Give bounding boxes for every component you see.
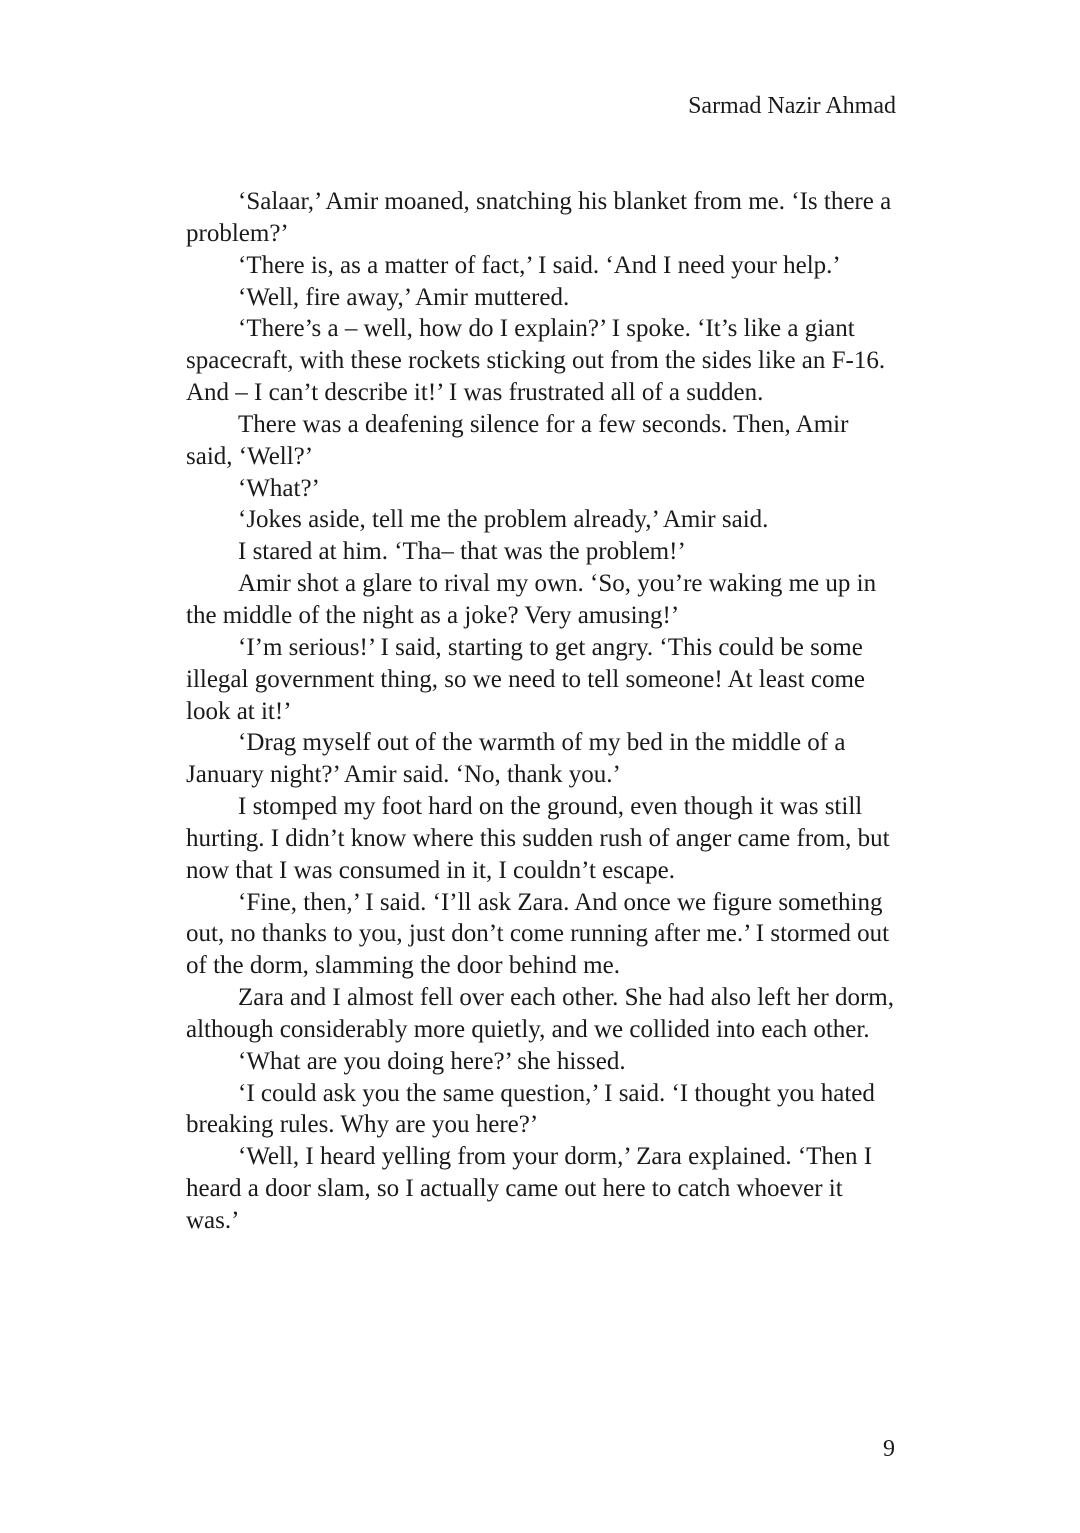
paragraph: ‘I’m serious!’ I said, starting to get angry. ‘This could be some illegal government thing, so we need to tell someone! At least come look at it!’ (186, 633, 865, 725)
paragraph: ‘There is, as a matter of fact,’ I said. ‘And I need your help.’ (238, 251, 841, 279)
paragraph: ‘I could ask you the same question,’ I said. ‘I thought you hated breaking rules. Why are you here?’ (186, 1079, 875, 1139)
page-number: 9 (883, 1436, 895, 1462)
paragraph: Zara and I almost fell over each other. She had also left her dorm, although considerably more quietly, and we collided into each other. (186, 984, 895, 1043)
paragraph: ‘Jokes aside, tell me the problem already,’ Amir said. (238, 506, 769, 534)
paragraph: ‘Drag myself out of the warmth of my bed in the middle of a January night?’ Amir said. ‘No, thank you.’ (186, 729, 846, 789)
paragraph: ‘What?’ (238, 474, 320, 502)
paragraph: ‘Fine, then,’ I said. ‘I’ll ask Zara. And once we figure something out, no thanks to you, just don’t come running after me.’ I stormed out of the dorm, slamming the door behind me. (186, 888, 890, 980)
paragraph: There was a deafening silence for a few seconds. Then, Amir said, ‘Well?’ (186, 410, 849, 470)
paragraph: ‘There’s a – well, how do I explain?’ I spoke. ‘It’s like a giant spacecraft, with these rockets sticking out from the sides like an F-16. And – I can’t describe it!’ I was frustrated all of a sudden. (186, 315, 886, 407)
paragraph: ‘Salaar,’ Amir moaned, snatching his blanket from me. ‘Is there a problem?’ (186, 188, 892, 247)
running-head-author: Sarmad Nazir Ahmad (688, 93, 896, 119)
paragraph: ‘Well, I heard yelling from your dorm,’ Zara explained. ‘Then I heard a door slam, so I actually came out here to catch whoever it was.’ (186, 1143, 873, 1234)
paragraph: I stared at him. ‘Tha– that was the problem!’ (238, 538, 686, 566)
body-text (186, 186, 898, 1237)
paragraph: I stomped my foot hard on the ground, even though it was still hurting. I didn’t know where this sudden rush of anger came from, but now that I was consumed in it, I couldn’t escape. (186, 793, 890, 884)
paragraph: ‘What are you doing here?’ she hissed. (238, 1047, 626, 1075)
paragraph: ‘Well, fire away,’ Amir muttered. (238, 283, 570, 311)
paragraph: Amir shot a glare to rival my own. ‘So, you’re waking me up in the middle of the night as a joke? Very amusing!’ (186, 570, 877, 629)
